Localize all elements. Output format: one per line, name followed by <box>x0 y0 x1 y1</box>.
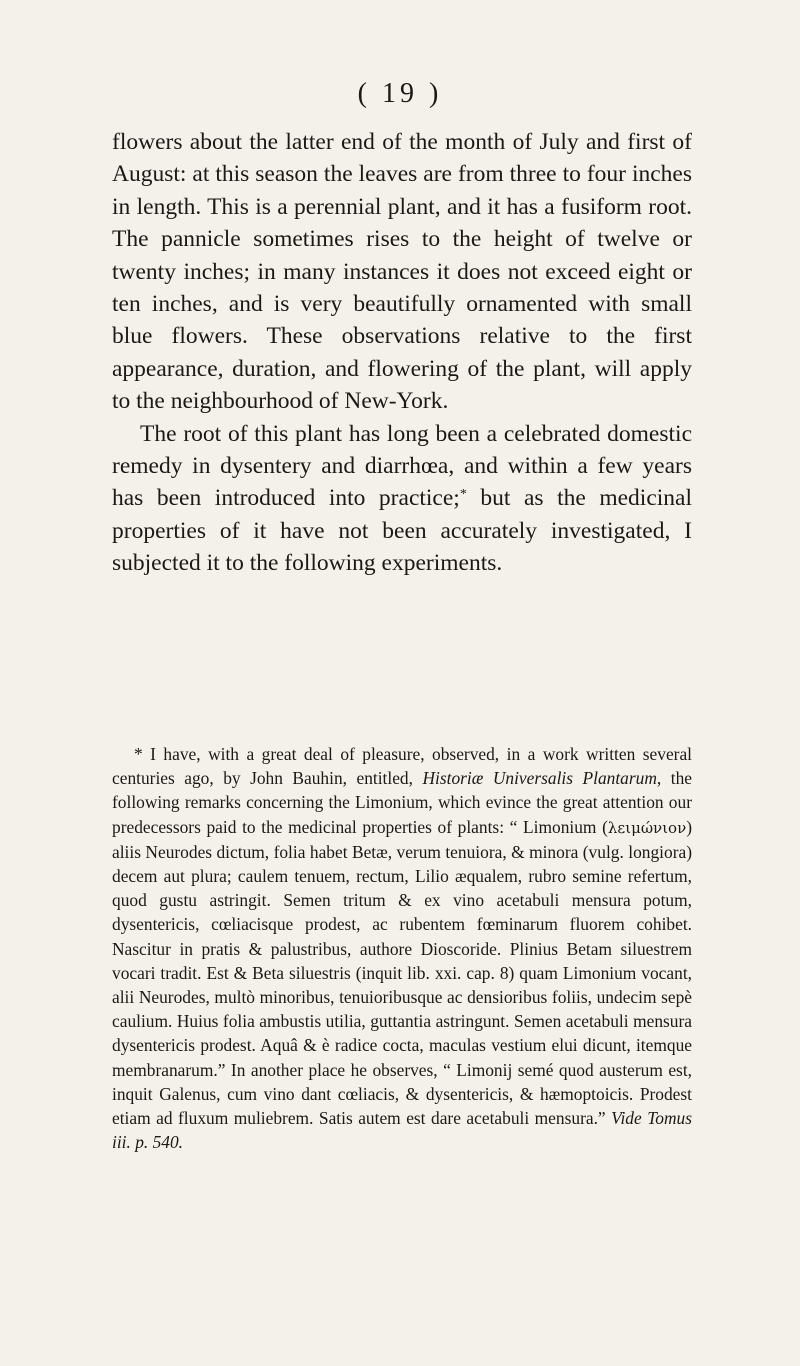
paragraph-remedy <box>112 418 692 580</box>
footnote-book-title: Historiæ Universalis Plantarum <box>422 768 657 789</box>
paragraph-remedy-before: The root of this plant has long been a celebrated domestic remedy in dysentery and diarrhœa, and within a few years has been introduced into practice; <box>112 420 692 512</box>
main-text <box>112 126 692 580</box>
page-number: ( 19 ) <box>357 78 443 109</box>
footnote-mark: * <box>134 744 143 764</box>
footnote-greek-word: λειμώνιον <box>607 818 687 837</box>
footnote-text-3: ) aliis Neurodes dictum, folia habet Betæ, verum tenuiora, & minora (vulg. longiora) decem aut plura; caulem tenuem, rectum, Lilio æqualem, rubro semine refertum, quod gustu astringit. Semen tritum & ex vino acetabuli mensura potum, dysentericis, cœliacisque prodest, ac rubentem fœminarum fluorem cohibet. Nascitur in pratis & palustribus, authore Dioscoride. Plinius Betam siluestrem vocari tradit. Est & Beta siluestris (inquit lib. xxi. cap. 8) quam Limonium vocant, alii Neurodes, multò minoribus, tenuioribusque ac densioribus foliis, undecim sepè caulium. Huius folia ambustis utilia, guttantia astringunt. Semen acetabuli mensura dysentericis prodest. Aquâ & è radice cocta, maculas vestium elui dicunt, itemque membranarum.” In another place he observes, “ Limonij semé quod austerum est, inquit Galenus, cum vino dant cœliacis, & dysentericis, & hæmoptoicis. Prodest etiam ad fluxum muliebrem. Satis autem est dare acetabuli mensura.” <box>112 816 692 1129</box>
footnote-text-2: , the following remarks concerning the Limonium, which evince the great attention our predecessors paid to the medicinal properties of plants: “ Limonium ( <box>112 768 692 837</box>
footnote <box>112 742 692 1154</box>
footnote-reference: Vide Tomus iii. p. 540. <box>112 1108 692 1153</box>
footnote-reference-mark[interactable]: * <box>459 487 467 503</box>
footnote-text-1: I have, with a great deal of pleasure, observed, in a work written several centuries ago, by John Bauhin, entitled, <box>112 744 692 789</box>
paragraph-plant-description: flowers about the latter end of the month of July and first of August: at this season the leaves are from three to four inches in length. This is a perennial plant, and it has a fusiform root. The pannicle sometimes rises to the height of twelve or twenty inches; in many instances it does not exceed eight or ten inches, and is very beautifully ornamented with small blue flowers. These observations relative to the first appearance, duration, and flowering of the plant, will apply to the neighbourhood of New-York. <box>112 129 692 415</box>
footnote-paragraph <box>112 742 692 1154</box>
paragraph-remedy-after: but as the medicinal properties of it have not been accurately investigated, I subjected it to the following experiments. <box>112 485 692 577</box>
